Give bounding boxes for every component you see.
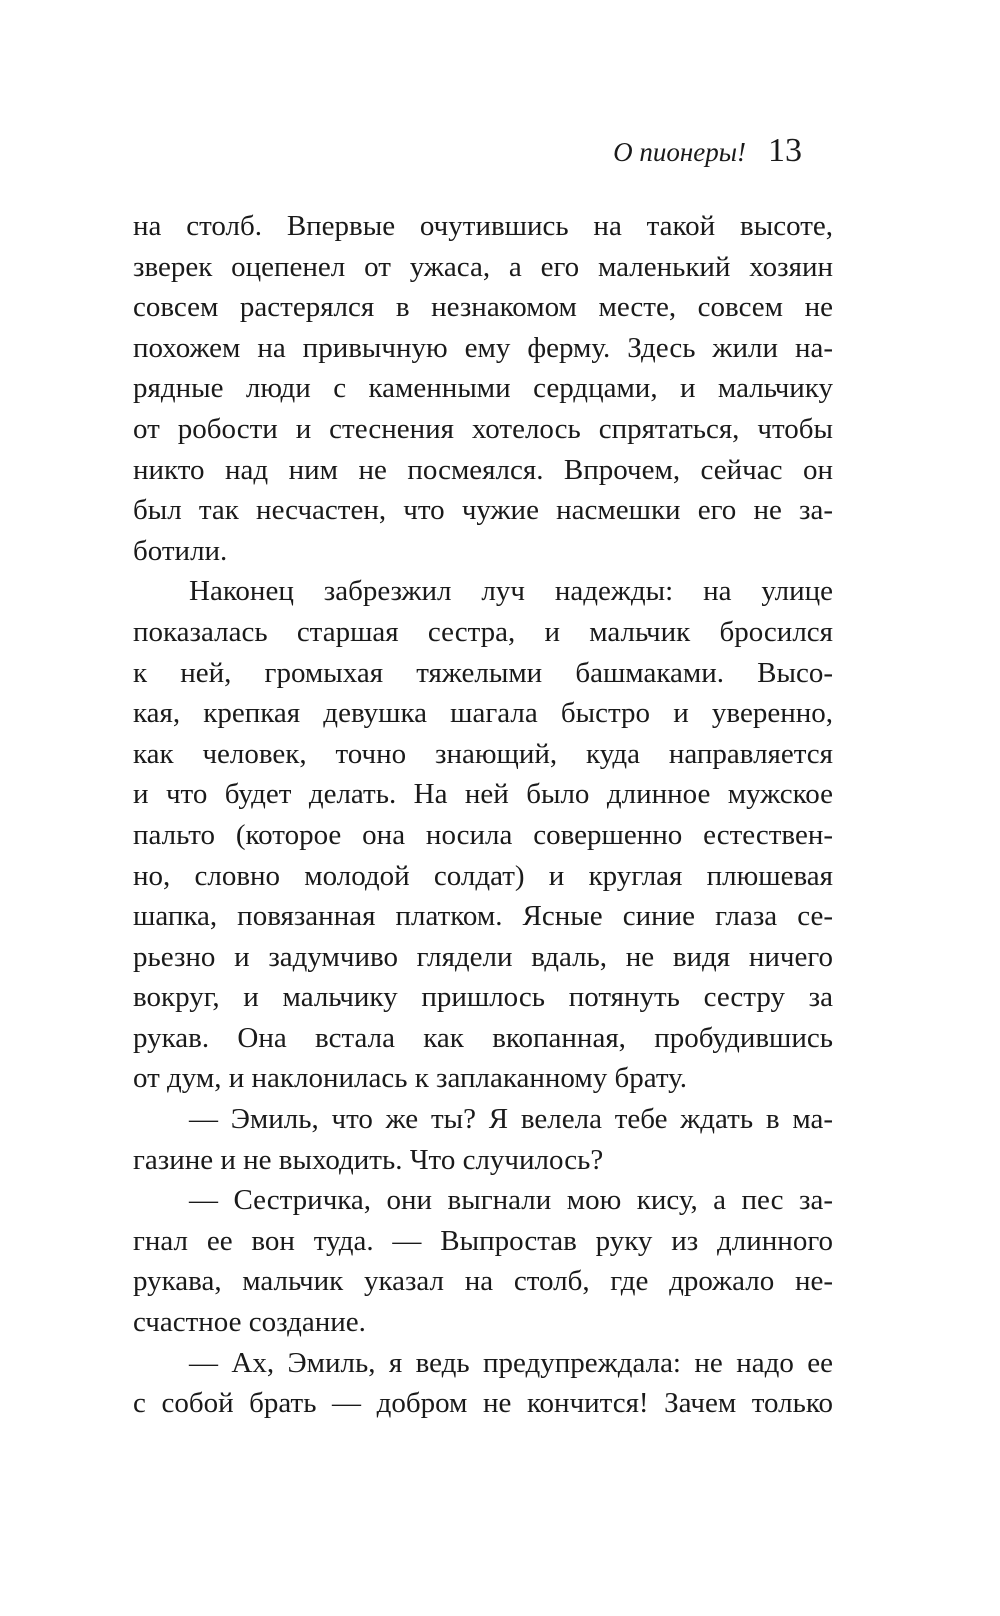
text-line: показалась старшая сестра, и мальчик бросился	[133, 615, 833, 648]
text-line: был так несчастен, что чужие насмешки его не за-	[133, 494, 833, 527]
text-line: газине и не выходить. Что случилось?	[133, 1143, 604, 1176]
text-line: рядные люди с каменными сердцами, и мальчику	[133, 372, 833, 405]
body-text	[133, 206, 833, 1424]
text-line: — Сестричка, они выгнали мою кису, а пес за-	[189, 1184, 833, 1217]
text-line: — Ах, Эмиль, я ведь предупреждала: не надо ее	[189, 1346, 833, 1379]
text-line: похожем на привычную ему ферму. Здесь жили на-	[133, 331, 833, 364]
text-line: никто над ним не посмеялся. Впрочем, сейчас он	[133, 453, 833, 486]
text-line: зверек оцепенел от ужаса, а его маленький хозяин	[133, 250, 833, 283]
text-line: но, словно молодой солдат) и круглая плюшевая	[133, 859, 833, 892]
text-line: на столб. Впервые очутившись на такой высоте,	[133, 210, 833, 242]
text-line: пальто (которое она носила совершенно естествен-	[133, 818, 833, 851]
text-line: от робости и стеснения хотелось спрятаться, чтобы	[133, 412, 833, 445]
text-line: рьезно и задумчиво глядели вдаль, не видя ничего	[133, 940, 833, 973]
text-line: счастное создание.	[133, 1306, 366, 1339]
text-line: рукав. Она встала как вкопанная, пробудившись	[133, 1021, 833, 1054]
text-line: Наконец забрезжил луч надежды: на улице	[189, 575, 833, 608]
page-number: 13	[768, 132, 802, 169]
text-line: шапка, повязанная платком. Ясные синие глаза се-	[133, 900, 833, 933]
text-line: от дум, и наклонилась к заплаканному брату.	[133, 1062, 687, 1095]
running-title: О пионеры!	[613, 137, 746, 167]
text-line: к ней, громыхая тяжелыми башмаками. Высо-	[133, 656, 833, 689]
running-head	[613, 132, 802, 180]
text-line: с собой брать — добром не кончится! Зачем только	[133, 1387, 833, 1420]
text-line: как человек, точно знающий, куда направляется	[133, 737, 833, 770]
text-line: гнал ее вон туда. — Выпростав руку из длинного	[133, 1224, 833, 1257]
text-line: вокруг, и мальчику пришлось потянуть сестру за	[133, 981, 833, 1014]
text-line: и что будет делать. На ней было длинное мужское	[133, 778, 833, 811]
text-line: совсем растерялся в незнакомом месте, совсем не	[133, 291, 833, 324]
text-line: рукава, мальчик указал на столб, где дрожало не-	[133, 1265, 833, 1298]
text-line: — Эмиль, что же ты? Я велела тебе ждать в ма-	[189, 1103, 833, 1136]
text-line: ботили.	[133, 534, 228, 567]
text-line: кая, крепкая девушка шагала быстро и уверенно,	[133, 697, 833, 730]
